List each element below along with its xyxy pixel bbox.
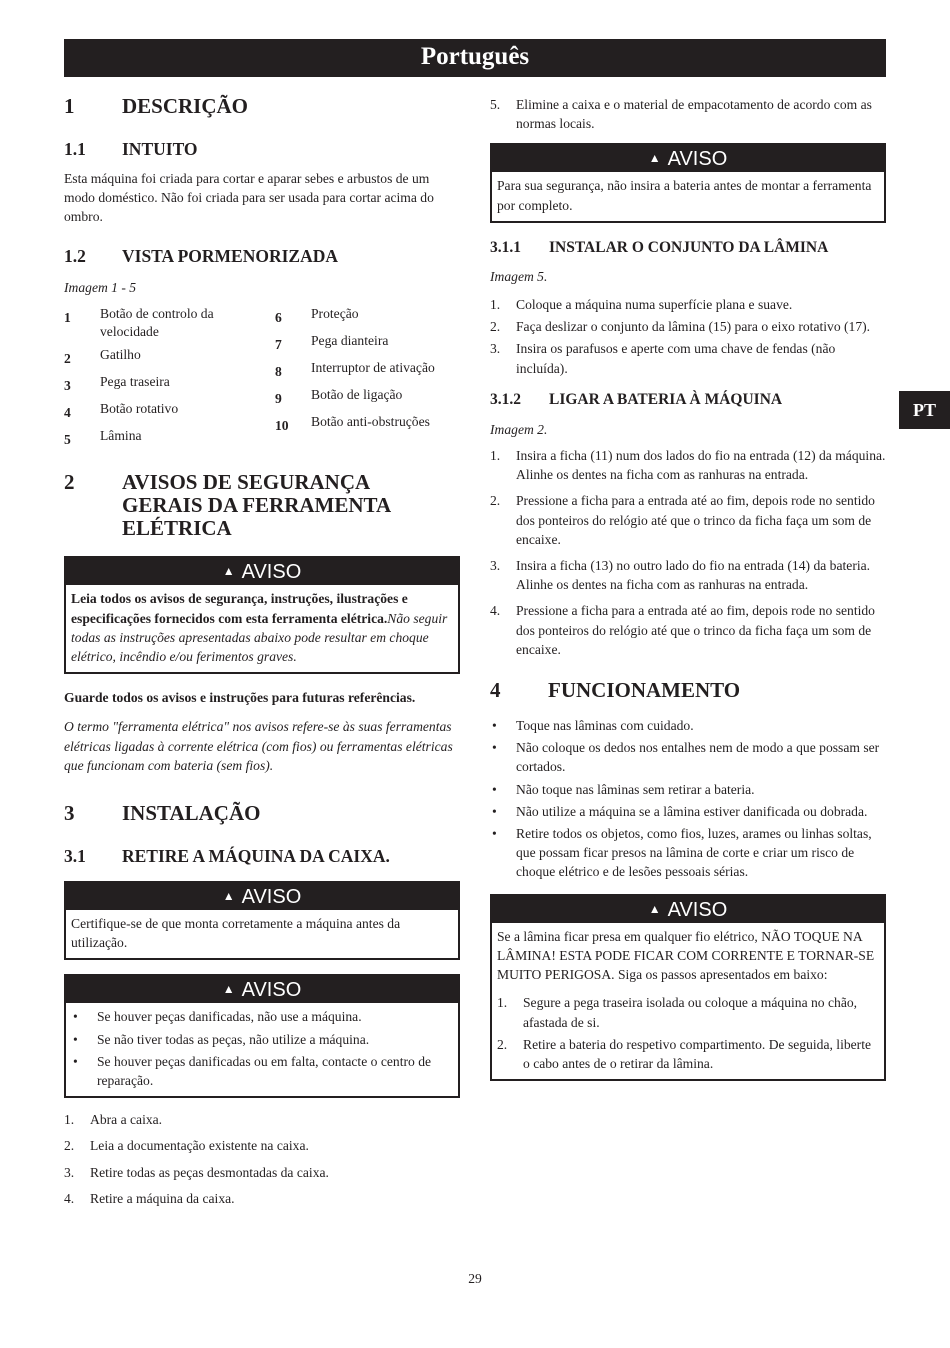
warning-box xyxy=(490,894,886,1081)
part-item: 9 Botão de ligação xyxy=(275,386,403,406)
warning-header: ▲ AVISO xyxy=(66,558,458,585)
list-item: 1. Abra a caixa. xyxy=(64,1112,163,1128)
warning-box xyxy=(64,881,460,960)
list-item: 3. Insira a ficha (13) no outro lado do fio na entrada (14) da bateria. Alinhe os dentes na ficha com as ranhuras na entrada. xyxy=(490,558,871,593)
warning-header: ▲ AVISO xyxy=(66,883,458,910)
section-3-1-heading: 3.1 RETIRE A MÁQUINA DA CAIXA. xyxy=(64,845,390,866)
bullet-item: • Não coloque os dedos nos entalhes nem de modo a que possam ser cortados. xyxy=(492,740,880,775)
bullet-item: • Se houver peças danificadas ou em falta, contacte o centro de reparação. xyxy=(73,1053,432,1088)
warning-triangle-icon: ▲ xyxy=(648,901,661,916)
bullet-item: • Não utilize a máquina se a lâmina estiver danificada ou dobrada. xyxy=(492,803,868,819)
unpack-steps xyxy=(64,1110,460,1208)
warning-body: Para sua segurança, não insira a bateria antes de montar a ferramenta por completo. xyxy=(497,178,872,213)
warning-body: Certifique-se de que monta corretamente a máquina antes da utilização. xyxy=(71,915,401,951)
right-column xyxy=(490,94,886,1081)
list-item: 4. Pressione a ficha para a entrada até ao fim, depois rode no sentido dos ponteiros do relógio até que o trinco da ficha faça um som de encaixe. xyxy=(490,603,875,657)
section-1-heading: 1 DESCRIÇÃO xyxy=(64,94,249,118)
list-item: 2. Pressione a ficha para a entrada até ao fim, depois rode no sentido dos ponteiros do relógio até que o trinco da ficha faça um som de encaixe. xyxy=(490,493,875,547)
list-item: 2. Retire a bateria do respetivo compartimento. De seguida, liberte o cabo antes de o retirar da lâmina. xyxy=(497,1036,872,1071)
warning-triangle-icon: ▲ xyxy=(222,982,235,997)
bullet-item: • Retire todos os objetos, como fios, luzes, arames ou linhas soltas, que possam ficar presos na lâmina de corte e criar um risco de choque elétrico e de lesões pessoais sérias. xyxy=(492,826,872,880)
blade-steps xyxy=(490,295,886,378)
warning-header: ▲ AVISO xyxy=(492,896,884,923)
warning-body: Se a lâmina ficar presa em qualquer fio elétrico, NÃO TOQUE NA LÂMINA! ESTA PODE FICAR COM CORRENTE E TORNAR-SE MUITO PERIGOSA. Siga os passos apresentados em baixo: 1. Segure a pega traseira isolada ou coloque a máquina no chão, afastada de si. 2. Retire a bateria do respetivo compartimento. De seguida, liberte o cabo antes de o retirar da lâmina. xyxy=(492,923,884,1079)
warning-header: ▲ AVISO xyxy=(66,976,458,1003)
section-2-heading: 2 AVISOS DE SEGURANÇA GERAIS DA FERRAMENTA ELÉTRICA xyxy=(64,470,390,541)
section-3-heading: 3 INSTALAÇÃO xyxy=(64,800,261,825)
figure-reference: Imagem 2. xyxy=(490,421,548,437)
keep-instructions-note: Guarde todos os avisos e instruções para futuras referências. xyxy=(64,690,416,706)
bullet-item: • Não toque nas lâminas sem retirar a bateria. xyxy=(492,781,755,797)
battery-steps xyxy=(490,446,886,659)
section-1-1-heading: 1.1 INTUITO xyxy=(64,139,198,159)
part-item: 1 Botão de controlo da velocidade xyxy=(64,305,214,340)
section-4-heading: 4 FUNCIONAMENTO xyxy=(490,678,741,703)
bullet-item: • Se não tiver todas as peças, não utilize a máquina. xyxy=(73,1031,370,1047)
list-item: 3. Retire todas as peças desmontadas da caixa. xyxy=(64,1164,329,1180)
part-item: 2 Gatilho xyxy=(64,347,141,367)
warning-header: ▲ AVISO xyxy=(492,145,884,172)
warning-box xyxy=(490,143,886,222)
warning-box xyxy=(64,556,460,674)
list-item: 1. Coloque a máquina numa superfície plana e suave. xyxy=(490,297,793,313)
list-item: 2. Leia a documentação existente na caixa. xyxy=(64,1138,309,1154)
warning-body xyxy=(66,1003,458,1096)
warning-box xyxy=(64,974,460,1098)
list-item: 4. Retire a máquina da caixa. xyxy=(64,1190,235,1206)
power-tool-term-note: O termo "ferramenta elétrica" nos avisos refere-se às suas ferramentas elétricas ligadas à corrente elétrica (com fios) ou ferramentas elétricas que funcionam com bateria (sem fios). xyxy=(64,719,453,773)
warning-triangle-icon: ▲ xyxy=(222,888,235,903)
part-item: 6 Proteção xyxy=(275,305,359,325)
warning-triangle-icon: ▲ xyxy=(648,151,661,166)
intended-use-text: Esta máquina foi criada para cortar e aparar sebes e arbustos de um modo doméstico. Não foi criada para ser usada para cortar acima do ombro. xyxy=(64,171,434,225)
warning-body: Leia todos os avisos de segurança, instruções, ilustrações e especificações fornecidos com esta ferramenta elétrica.Não seguir todas as instruções apresentadas abaixo pode resultar em choque elétrico, incêndio e/ou ferimentos graves. xyxy=(71,591,448,664)
language-tab: PT xyxy=(899,391,950,429)
part-item: 5 Lâmina xyxy=(64,428,142,448)
left-column xyxy=(64,94,460,1208)
section-3-1-2-heading: 3.1.2 LIGAR A BATERIA À MÁQUINA xyxy=(490,390,783,408)
operation-bullets xyxy=(490,716,886,882)
part-item: 7 Pega dianteira xyxy=(275,332,389,352)
parts-column-left xyxy=(64,305,275,455)
list-item: 3. Insira os parafusos e aperte com uma chave de fendas (não incluída). xyxy=(490,341,836,376)
list-item: 1. Insira a ficha (11) num dos lados do fio na entrada (12) da máquina. Alinhe os dentes na ficha com as ranhuras na entrada. xyxy=(490,448,886,483)
part-item: 10 Botão anti-obstruções xyxy=(275,413,430,433)
part-item: 8 Interruptor de ativação xyxy=(275,359,435,379)
page-title: Português xyxy=(64,39,886,77)
part-item: 4 Botão rotativo xyxy=(64,401,179,421)
figure-reference: Imagem 1 - 5 xyxy=(64,279,137,295)
section-3-1-1-heading: 3.1.1 INSTALAR O CONJUNTO DA LÂMINA xyxy=(490,238,829,256)
list-item: 1. Segure a pega traseira isolada ou coloque a máquina no chão, afastada de si. xyxy=(497,995,858,1030)
bullet-item: • Se houver peças danificadas, não use a máquina. xyxy=(73,1009,362,1025)
bullet-item: • Toque nas lâminas com cuidado. xyxy=(492,718,694,734)
figure-reference: Imagem 5. xyxy=(490,268,548,284)
list-item: 5. Elimine a caixa e o material de empacotamento de acordo com as normas locais. xyxy=(490,97,872,132)
warning-triangle-icon: ▲ xyxy=(222,564,235,579)
page-number: 29 xyxy=(468,1271,482,1286)
wire-steps xyxy=(497,993,879,1073)
parts-column-right xyxy=(275,305,460,455)
part-item: 3 Pega traseira xyxy=(64,374,170,394)
parts-list xyxy=(64,305,460,455)
section-1-2-heading: 1.2 VISTA PORMENORIZADA xyxy=(64,245,339,266)
list-item: 2. Faça deslizar o conjunto da lâmina (15) para o eixo rotativo (17). xyxy=(490,319,871,335)
